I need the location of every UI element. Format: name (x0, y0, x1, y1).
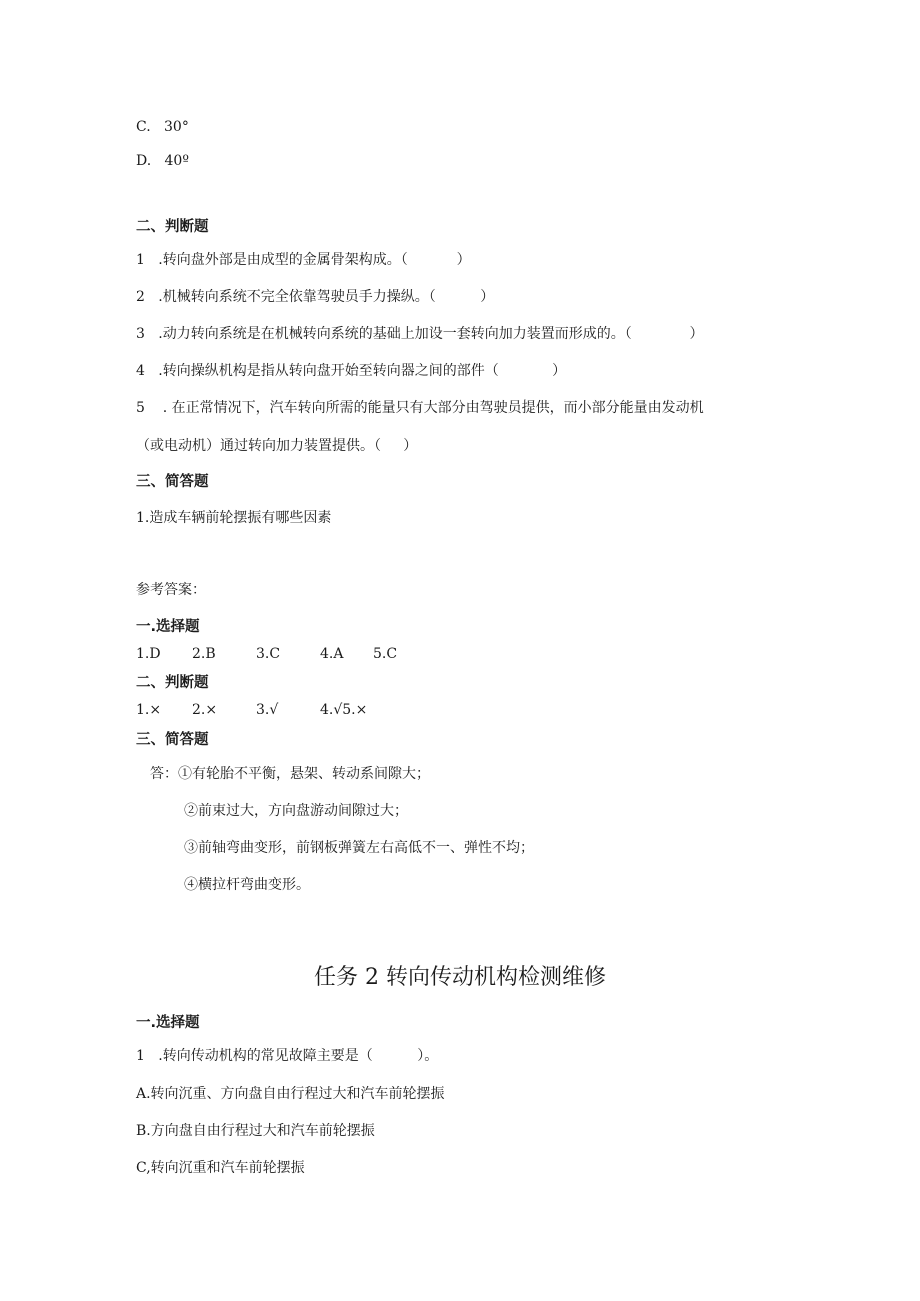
choice-answer: 3.C (256, 646, 281, 662)
task2-choice-heading: 一.选择题 (136, 1015, 200, 1031)
judge-item-4: 4 .转向操纵机构是指从转向盘开始至转向器之间的部件（ ） (136, 363, 567, 379)
answers-choice-heading: 一.选择题 (136, 619, 200, 635)
judge-item-2: 2 .机械转向系统不完全依靠驾驶员手力操纵。（ ） (136, 289, 495, 305)
task2-option-c: C,转向沉重和汽车前轮摆振 (136, 1160, 305, 1176)
short-answer-1: 答：①有轮胎不平衡，悬架、转动系间隙大； (150, 766, 430, 782)
short-answer-4: ④横拉杆弯曲变形。 (184, 877, 310, 893)
judge-item-5-cont: （或电动机）通过转向加力装置提供。（ ） (136, 438, 418, 454)
answers-label: 参考答案： (136, 582, 206, 598)
choice-answer: 1.D (136, 646, 161, 662)
short-heading: 三、简答题 (136, 474, 209, 490)
answers-short-heading: 三、简答题 (136, 732, 209, 748)
judge-heading: 二、判断题 (136, 219, 209, 235)
task2-question-1: 1 .转向传动机构的常见故障主要是（ ）。 (136, 1048, 439, 1064)
task2-option-a: A.转向沉重、方向盘自由行程过大和汽车前轮摆振 (136, 1086, 445, 1102)
judge-answer: 2.× (192, 702, 218, 718)
judge-item-1: 1 .转向盘外部是由成型的金属骨架构成。（ ） (136, 252, 471, 268)
judge-answer: 1.× (136, 702, 162, 718)
option-c: C. 30° (136, 119, 189, 135)
judge-answer: 3.√ (256, 702, 279, 718)
choice-answer: 2.B (192, 646, 216, 662)
choice-answer: 4.A (320, 646, 344, 662)
choice-answer: 5.C (373, 646, 398, 662)
short-answer-2: ②前束过大，方向盘游动间隙过大； (184, 803, 408, 819)
judge-item-3: 3 .动力转向系统是在机械转向系统的基础上加设一套转向加力装置而形成的。（ ） (136, 326, 704, 342)
judge-item-5: 5 . 在正常情况下，汽车转向所需的能量只有大部分由驾驶员提供，而小部分能量由发动机 (136, 400, 704, 416)
answers-judge-heading: 二、判断题 (136, 675, 209, 691)
option-d: D. 40º (136, 153, 189, 169)
task2-option-b: B.方向盘自由行程过大和汽车前轮摆振 (136, 1123, 375, 1139)
judge-answer: 4.√5.× (320, 702, 368, 718)
short-question: 1.造成车辆前轮摆振有哪些因素 (136, 510, 332, 526)
task2-title: 任务 2 转向传动机构检测维修 (314, 965, 606, 990)
short-answer-3: ③前轴弯曲变形，前钢板弹簧左右高低不一、弹性不均； (184, 840, 534, 856)
